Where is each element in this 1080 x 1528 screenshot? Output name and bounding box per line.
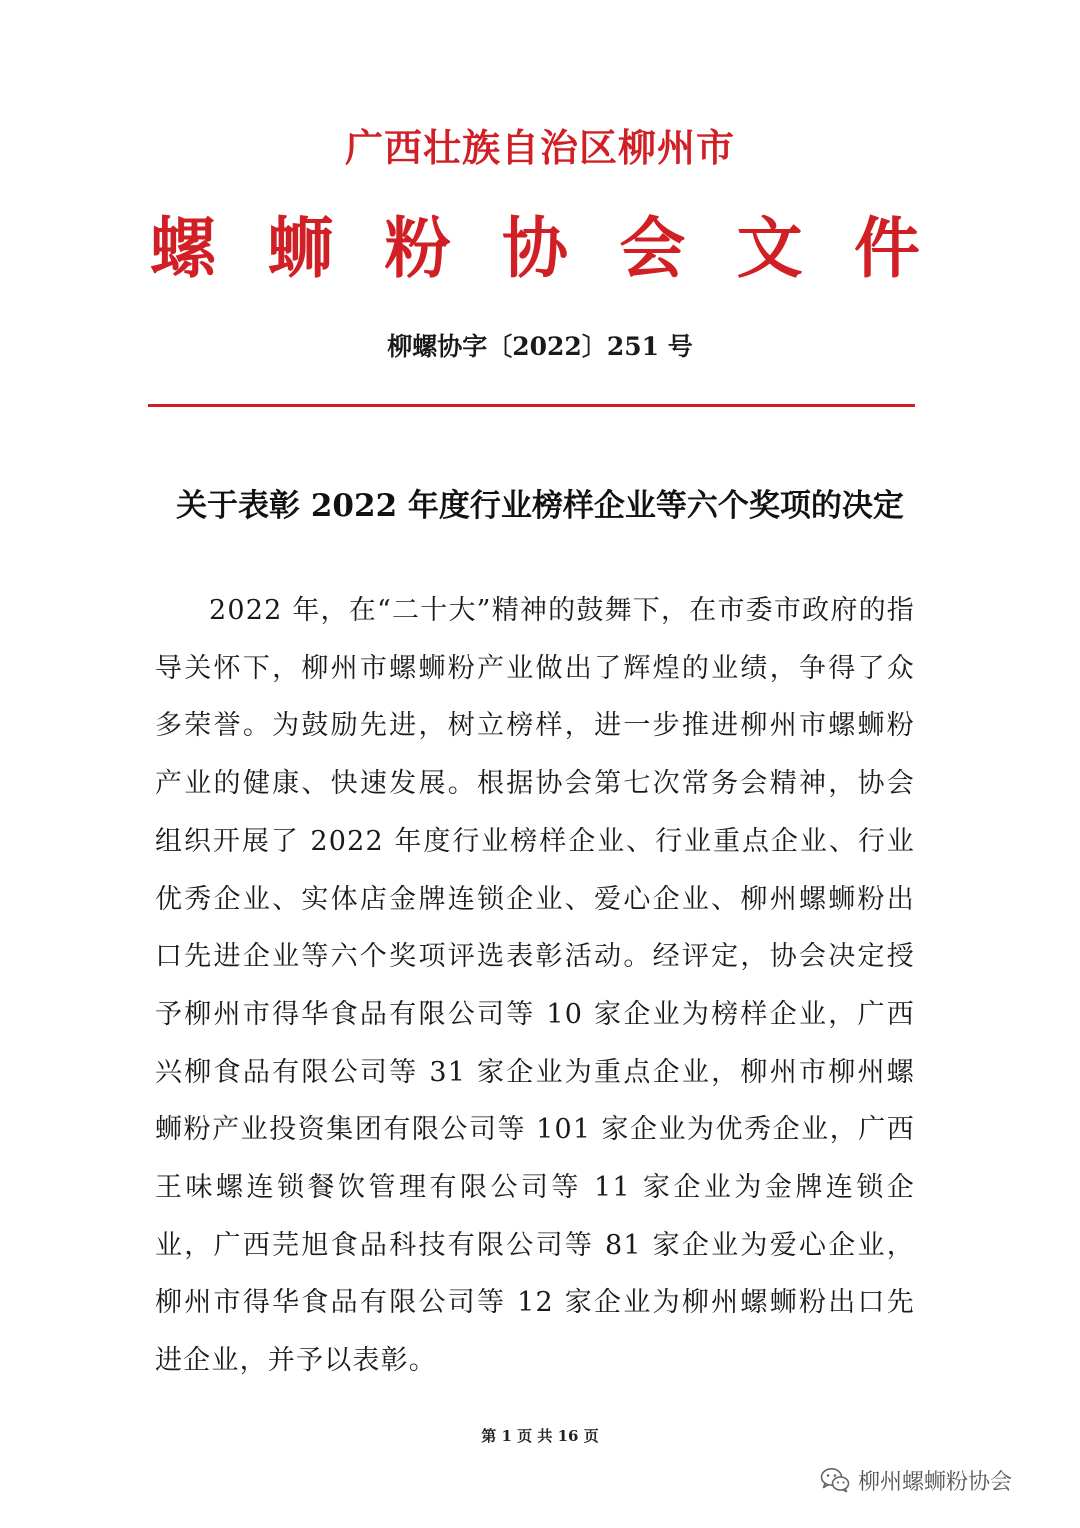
issuer-char: 件 xyxy=(853,209,920,287)
document-title: 关于表彰 2022 年度行业榜样企业等六个奖项的决定 xyxy=(176,488,904,524)
issuer-char: 螺 xyxy=(150,209,216,287)
issuer-title xyxy=(150,202,920,294)
watermark-text: 柳州螺蛳粉协会 xyxy=(858,1469,1013,1495)
document-number: 柳螺协字〔2022〕251 号 xyxy=(387,332,693,361)
wechat-watermark xyxy=(820,1462,1012,1498)
page-number: 第 1 页 共 16 页 xyxy=(481,1427,599,1445)
document-body: 2022 年，在“二十大”精神的鼓舞下，在市委市政府的指导关怀下，柳州市螺蛳粉产业做出了辉煌的业绩，争得了众多荣誉。为鼓励先进，树立榜样，进一步推进柳州市螺蛳粉产业的健康、快速发展。根据协会第七次常务会精神，协会组织开展了 2022 年度行业榜样企业、行业重点企业、行业优秀企业、实体店金牌连锁企业、爱心企业、柳州螺蛳粉出口先进企业等六个奖项评选表彰活动。经评定，协会决定授予柳州市得华食品有限公司等 10 家企业为榜样企业，广西兴柳食品有限公司等 31 家企业为重点企业，柳州市柳州螺蛳粉产业投资集团有限公司等 101 家企业为优秀企业，广西王味螺连锁餐饮管理有限公司等 11 家企业为金牌连锁企业，广西芫旭食品科技有限公司等 81 家企业为爱心企业，柳州市得华食品有限公司等 12 家企业为柳州螺蛳粉出口先进企业，并予以表彰。 xyxy=(155,595,915,1377)
red-divider xyxy=(148,404,915,407)
issuer-char: 蛳 xyxy=(267,209,334,287)
issuer-char: 协 xyxy=(501,209,568,287)
issuer-char: 会 xyxy=(619,209,686,287)
wechat-icon xyxy=(820,1467,850,1493)
issuer-region: 广西壮族自治区柳州市 xyxy=(344,125,735,170)
issuer-char: 文 xyxy=(736,209,803,287)
issuer-char: 粉 xyxy=(384,209,451,287)
